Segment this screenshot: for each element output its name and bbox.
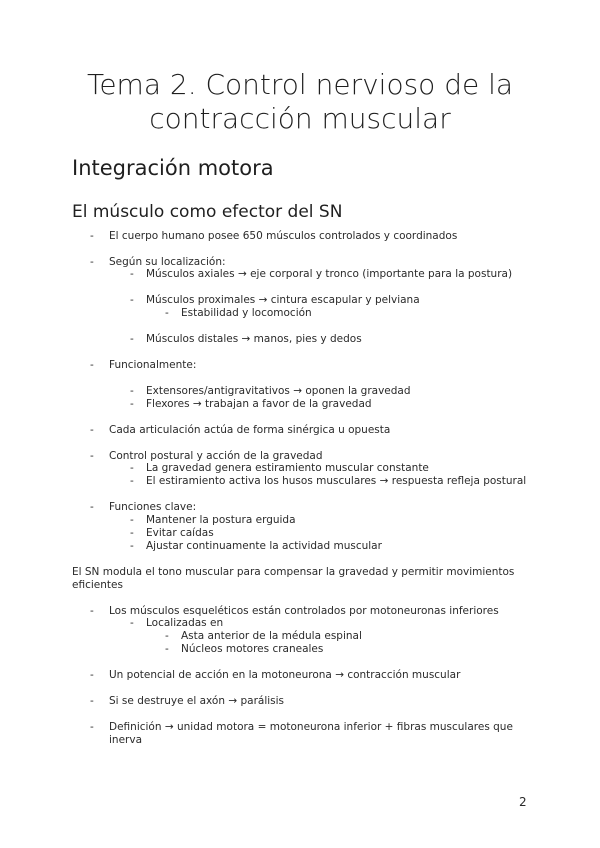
- bullet-dash: -: [130, 398, 134, 410]
- list-item: Funciones clave:: [109, 501, 197, 513]
- list-item: Músculos proximales → cintura escapular y pelviana: [146, 294, 420, 306]
- list-item: Flexores → trabajan a favor de la gravedad: [146, 398, 372, 410]
- bullet-dash: -: [90, 669, 94, 681]
- bullet-dash: -: [90, 695, 94, 707]
- bullet-dash: -: [90, 501, 94, 513]
- paragraph-tono-muscular: El SN modula el tono muscular para compensar la gravedad y permitir movimientos eficientes: [72, 566, 515, 591]
- list-item: Un potencial de acción en la motoneurona → contracción muscular: [109, 669, 461, 681]
- list-item: La gravedad genera estiramiento muscular constante: [146, 462, 429, 474]
- bullet-dash: -: [165, 643, 169, 655]
- bullet-dash: -: [130, 540, 134, 552]
- list-item: Evitar caídas: [146, 527, 214, 539]
- bullet-dash: -: [165, 307, 169, 319]
- bullet-dash: -: [90, 721, 94, 733]
- list-item: Si se destruye el axón → parálisis: [109, 695, 285, 707]
- section-heading: Integración motora: [72, 156, 274, 180]
- bullet-dash: -: [90, 605, 94, 617]
- list-item: El estiramiento activa los husos musculares → respuesta refleja postural: [146, 475, 527, 487]
- page-number: 2: [519, 795, 527, 809]
- list-item: Los músculos esqueléticos están controlados por motoneuronas inferiores: [109, 605, 499, 617]
- bullet-dash: -: [130, 475, 134, 487]
- bullet-dash: -: [130, 268, 134, 280]
- list-item: Extensores/antigravitativos → oponen la gravedad: [146, 385, 411, 397]
- list-item: Núcleos motores craneales: [181, 643, 324, 655]
- subsection-heading: El músculo como efector del SN: [72, 202, 343, 222]
- list-item: Asta anterior de la médula espinal: [181, 630, 362, 642]
- bullet-dash: -: [90, 230, 94, 242]
- list-item: El cuerpo humano posee 650 músculos controlados y coordinados: [109, 230, 458, 242]
- bullet-dash: -: [130, 333, 134, 345]
- bullet-dash: -: [130, 617, 134, 629]
- bullet-dash: -: [130, 294, 134, 306]
- list-item: Localizadas en: [146, 617, 224, 629]
- list-item: Control postural y acción de la gravedad: [109, 450, 323, 462]
- list-item: Cada articulación actúa de forma sinérgica u opuesta: [109, 424, 391, 436]
- bullet-dash: -: [90, 450, 94, 462]
- bullet-dash: -: [90, 359, 94, 371]
- bullet-dash: -: [130, 514, 134, 526]
- page-title: Tema 2. Control nervioso de la contracción muscular: [86, 68, 514, 135]
- list-item: Mantener la postura erguida: [146, 514, 296, 526]
- list-item: Ajustar continuamente la actividad muscular: [146, 540, 382, 552]
- list-item: Definición → unidad motora = motoneurona inferior + fibras musculares que inerva: [109, 721, 513, 746]
- bullet-dash: -: [90, 256, 94, 268]
- bullet-dash: -: [165, 630, 169, 642]
- list-item: Estabilidad y locomoción: [181, 307, 312, 319]
- bullet-dash: -: [90, 424, 94, 436]
- list-item: Músculos distales → manos, pies y dedos: [146, 333, 362, 345]
- bullet-dash: -: [130, 462, 134, 474]
- list-item: Funcionalmente:: [109, 359, 197, 371]
- bullet-dash: -: [130, 527, 134, 539]
- list-item: Según su localización:: [109, 256, 226, 268]
- bullet-dash: -: [130, 385, 134, 397]
- list-item: Músculos axiales → eje corporal y tronco (importante para la postura): [146, 268, 513, 280]
